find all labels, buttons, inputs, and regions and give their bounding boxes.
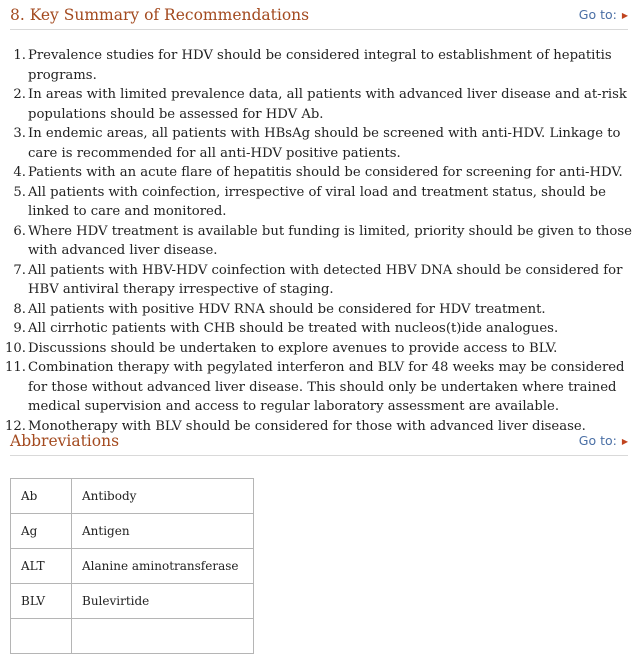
table-row <box>11 584 254 619</box>
list-item-number: 9. <box>13 321 26 336</box>
list-item <box>13 300 632 320</box>
goto-label: Go to: <box>578 433 617 448</box>
goto-link[interactable] <box>579 433 628 450</box>
abbreviations-table <box>10 478 254 654</box>
list-item <box>13 222 632 261</box>
list-item-text: All cirrhotic patients with CHB should be treated with nucleos(t)ide analogues. <box>28 321 559 336</box>
list-item <box>5 358 632 417</box>
list-item-number: 8. <box>13 301 26 317</box>
list-item-number: 3. <box>13 126 26 141</box>
meaning-cell: Bulevirtide <box>72 584 254 619</box>
list-item-number: 2. <box>13 87 26 102</box>
list-item-number: 7. <box>13 262 26 278</box>
abbreviation-cell <box>11 619 72 654</box>
list-item-text: All patients with coinfection, irrespective of viral load and treatment status, should be linked to care and monitored. <box>28 184 606 219</box>
list-item-text: Where HDV treatment is available but funding is limited, priority should be given to those with advanced liver disease. <box>28 223 632 258</box>
list-item <box>13 85 632 124</box>
section-header-recommendations <box>10 5 628 30</box>
list-item <box>13 46 632 85</box>
triangle-right-icon: ▶ <box>621 437 628 446</box>
recommendations-list <box>5 46 632 436</box>
list-item-number: 6. <box>13 223 26 239</box>
table-row <box>11 479 254 514</box>
section-title: 8. Key Summary of Recommendations <box>10 6 310 24</box>
list-item-text: Combination therapy with pegylated interferon and BLV for 48 weeks may be considered for those without advanced liver disease. This should only be undertaken where trained medical supervision and access to regular laboratory assessment are available. <box>28 360 625 414</box>
list-item-number: 11. <box>5 360 26 375</box>
list-item-text: Patients with an acute flare of hepatitis should be considered for screening for anti-HDV. <box>28 165 623 180</box>
abbreviation-cell: BLV <box>11 584 72 619</box>
list-item-number: 5. <box>13 184 26 200</box>
list-item-text: Discussions should be undertaken to explore avenues to provide access to BLV. <box>28 340 558 356</box>
list-item-number: 1. <box>13 48 26 63</box>
table-row <box>11 549 254 584</box>
table-row <box>11 619 254 654</box>
list-item-text: In areas with limited prevalence data, all patients with advanced liver disease and at-risk populations should be assessed for HDV Ab. <box>28 87 627 122</box>
list-item <box>5 339 632 359</box>
list-item-text: Monotherapy with BLV should be considered for those with advanced liver disease. <box>28 418 586 434</box>
section-title: Abbreviations <box>10 432 120 450</box>
list-item <box>13 319 632 339</box>
list-item <box>13 124 632 163</box>
abbreviation-cell: ALT <box>11 549 72 584</box>
triangle-right-icon: ▶ <box>621 11 628 20</box>
table-row <box>11 514 254 549</box>
list-item-number: 4. <box>13 165 26 180</box>
list-item-text: All patients with HBV-HDV coinfection with detected HBV DNA should be considered for HBV antiviral therapy irrespective of staging. <box>28 262 623 297</box>
abbreviation-cell: Ag <box>11 514 72 549</box>
meaning-cell: Antibody <box>72 479 254 514</box>
list-item <box>13 183 632 222</box>
list-item-text: Prevalence studies for HDV should be considered integral to establishment of hepatitis programs. <box>28 48 612 83</box>
goto-label: Go to: <box>578 7 617 22</box>
list-item-number: 10. <box>5 340 26 356</box>
list-item <box>13 163 632 183</box>
list-item-text: All patients with positive HDV RNA should be considered for HDV treatment. <box>28 301 546 317</box>
list-item-text: In endemic areas, all patients with HBsAg should be screened with anti-HDV. Linkage to care is recommended for all anti-HDV positive patients. <box>28 126 621 161</box>
section-header-abbreviations <box>10 431 628 456</box>
meaning-cell <box>72 619 254 654</box>
abbreviation-cell: Ab <box>11 479 72 514</box>
list-item-number: 12. <box>5 418 26 434</box>
meaning-cell: Antigen <box>72 514 254 549</box>
goto-link[interactable] <box>579 7 628 24</box>
list-item <box>13 261 632 300</box>
meaning-cell: Alanine aminotransferase <box>72 549 254 584</box>
